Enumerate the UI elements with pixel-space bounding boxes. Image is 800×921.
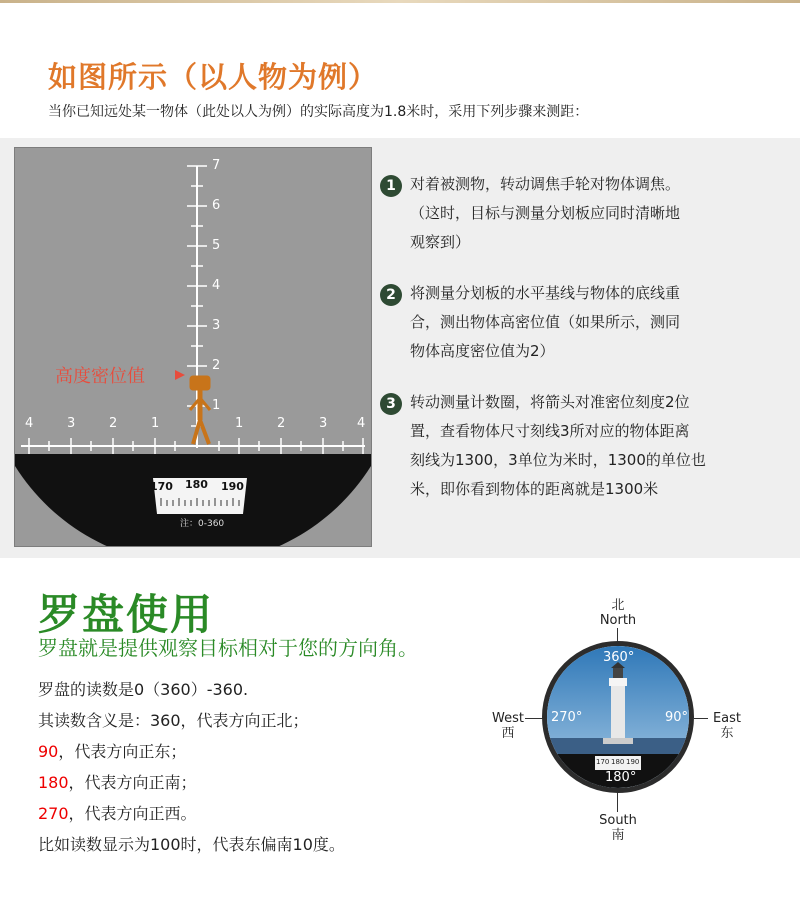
step-line: 物体高度密位值为2） [410, 342, 555, 360]
step-line: 合，测出物体高密位值（如果所示，测同 [410, 313, 681, 331]
degree-value: 270 [38, 804, 69, 823]
degree-180: 180° [605, 770, 637, 785]
horizontal-tick-label: 1 [235, 416, 244, 431]
section-title-example: 如图所示（以人物为例） [48, 60, 379, 94]
compass-dial-number: 170 [596, 758, 610, 766]
west-label: West 西 [492, 711, 524, 741]
horizontal-tick-label: 2 [109, 416, 118, 431]
explanation-line: 90，代表方向正东； [38, 742, 187, 761]
step-line: 观察到） [410, 233, 471, 251]
north-label: 北 North [599, 598, 637, 628]
vertical-tick-label: 5 [212, 238, 221, 253]
degree-360: 360° [603, 650, 635, 665]
explanation-line: 其读数含义是：360，代表方向正北； [38, 711, 309, 730]
reticle-view [14, 147, 372, 547]
degree-value: 180 [38, 773, 69, 792]
degree-value: 90 [38, 742, 59, 761]
person-figure [190, 376, 210, 444]
step-line: （这时，目标与测量分划板应同时清晰地 [410, 204, 681, 222]
vertical-tick-label: 6 [212, 198, 221, 213]
step-item [380, 279, 780, 366]
east-connector [694, 718, 708, 719]
degree-90: 90° [665, 710, 689, 725]
horizontal-tick-label: 3 [67, 416, 76, 431]
steps-list [380, 170, 780, 526]
intro-text: 当你已知远处某一物体（此处以人为例）的实际高度为1.8米时，采用下列步骤来测距： [48, 104, 589, 120]
step-item [380, 388, 780, 504]
explanation-line: 罗盘的读数是0（360）-360. [38, 680, 249, 699]
step-line: 对着被测物，转动调焦手轮对物体调焦。 [410, 175, 681, 193]
south-connector [617, 792, 618, 812]
explanation-line: 比如读数显示为100时，代表东偏南10度。 [38, 835, 345, 854]
degree-270: 270° [551, 710, 583, 725]
step-line: 米，即你看到物体的距离就是1300米 [410, 480, 659, 498]
step-line: 置，查看物体尺寸刻线3所对应的物体距离 [410, 422, 690, 440]
height-arrow [175, 370, 185, 380]
dial-number: 190 [221, 480, 244, 493]
top-border [0, 0, 800, 3]
step-line: 将测量分划板的水平基线与物体的底线重 [410, 284, 681, 302]
west-connector [525, 718, 543, 719]
south-label: South 南 [599, 813, 637, 843]
step-number-badge: 2 [380, 284, 402, 306]
compass-view [542, 641, 694, 793]
horizontal-tick-label: 3 [319, 416, 328, 431]
vertical-tick-label: 3 [212, 318, 221, 333]
height-mil-label: 高度密位值 [55, 366, 145, 387]
vertical-tick-label: 2 [212, 358, 221, 373]
compass-subtitle: 罗盘就是提供观察目标相对于您的方向角。 [38, 636, 418, 660]
step-item [380, 170, 780, 257]
explanation-line: 270，代表方向正西。 [38, 804, 197, 823]
dial-number: 170 [150, 480, 173, 493]
dial-number: 180 [185, 478, 208, 491]
east-label: East 东 [712, 711, 742, 741]
north-connector [617, 628, 618, 642]
compass-explanation [38, 674, 345, 860]
horizontal-tick-label: 4 [25, 416, 34, 431]
horizontal-tick-label: 1 [151, 416, 160, 431]
horizontal-tick-label: 4 [357, 416, 366, 431]
section-title-compass: 罗盘使用 [38, 590, 215, 639]
explanation-line: 180，代表方向正南； [38, 773, 197, 792]
step-line: 刻线为1300，3单位为米时，1300的单位也 [410, 451, 706, 469]
vertical-tick-label: 7 [212, 158, 221, 173]
horizontal-tick-label: 2 [277, 416, 286, 431]
step-number-badge: 3 [380, 393, 402, 415]
step-line: 转动测量计数圈，将箭头对准密位刻度2位 [410, 393, 690, 411]
dial-note: 注：0-360 [180, 519, 225, 529]
compass-dial-number: 180 [611, 758, 625, 766]
compass-dial-number: 190 [626, 758, 640, 766]
step-number-badge: 1 [380, 175, 402, 197]
vertical-tick-label: 4 [212, 278, 221, 293]
vertical-tick-label: 1 [212, 398, 221, 413]
